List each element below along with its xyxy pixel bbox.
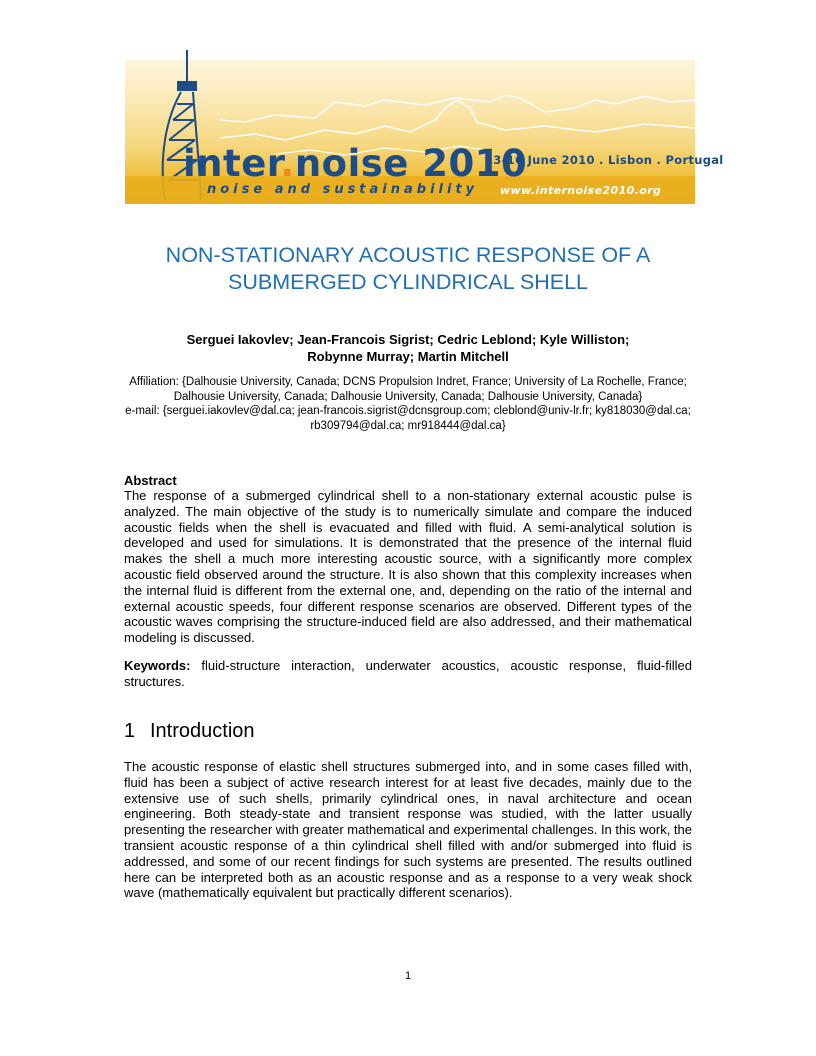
keywords: [124, 658, 692, 690]
authors: [120, 331, 696, 365]
page-number: 1: [404, 970, 412, 982]
section-heading: [124, 719, 255, 743]
abstract-text: The response of a submerged cylindrical shell to a non-stationary external acoustic pulse is analyzed. The main objective of the study is to numerically simulate and compare the induced acoustic fields when the shell is evacuated and filled with fluid. A semi-analytical solution is developed and used for simulations. It is demonstrated that the presence of the internal fluid makes the shell a much more interesting acoustic source, with a significantly more complex acoustic field observed around the structure. It is also shown that this complexity increases when the internal fluid is different from the external one, and, depending on the ratio of the internal and external acoustic speeds, four different response scenarios are observed. Different types of the acoustic waves comprising the structure-induced field are also addressed, and their mathematical modeling is discussed.: [124, 488, 692, 646]
email: e-mail: {serguei.iakovlev@dal.ca; jean-francois.sigrist@dcnsgroup.com; cleblond@univ-lr.fr; ky818030@dal.ca; rb309794@dal.ca; mr918444@dal.ca}: [125, 405, 691, 432]
banner-subtitle: noise and sustainability: [207, 182, 479, 197]
authors-line-1: Serguei Iakovlev; Jean-Francois Sigrist; Cedric Leblond; Kyle Williston;: [186, 332, 630, 347]
banner-url: www.internoise2010.org: [500, 184, 662, 197]
abstract-heading: Abstract: [124, 473, 177, 488]
authors-line-2: Robynne Murray; Martin Mitchell: [307, 349, 509, 364]
banner-title: inter.noise 2010: [183, 142, 528, 185]
section-number: 1: [124, 720, 136, 742]
affiliation-block: [110, 375, 706, 433]
banner-date: 13-16 June 2010 . Lisbon . Portugal: [485, 153, 724, 167]
conference-banner: [125, 60, 724, 204]
introduction-text: The acoustic response of elastic shell structures submerged into, and in some cases filled with, fluid has been a subject of active research interest for at least five decades, mainly due to the extensive use of such shells, primarily cylindrical ones, in naval architecture and ocean engineering. Both steady-state and transient response was studied, with the latter usually presenting the researcher with greater mathematical and experimental challenges. In this work, the transient acoustic response of a thin cylindrical shell filled with and/or submerged into fluid is addressed, and some of our recent findings for such systems are presented. The results outlined here can be interpreted both as an acoustic response and as a response to a very weak shock wave (mathematically equivalent but practically different scenarios).: [124, 759, 692, 901]
paper-title: NON-STATIONARY ACOUSTIC RESPONSE OF A SUBMERGED CYLINDRICAL SHELL: [165, 243, 651, 294]
keywords-text: fluid-structure interaction, underwater acoustics, acoustic response, fluid-filled structures.: [124, 658, 692, 689]
keywords-label: Keywords:: [124, 658, 191, 673]
section-title: Introduction: [150, 720, 255, 742]
affiliation: Affiliation: {Dalhousie University, Canada; DCNS Propulsion Indret, France; University of La Rochelle, France; Dalhousie University, Canada; Dalhousie University, Canada; Dalhousie University, Canada}: [129, 376, 687, 403]
